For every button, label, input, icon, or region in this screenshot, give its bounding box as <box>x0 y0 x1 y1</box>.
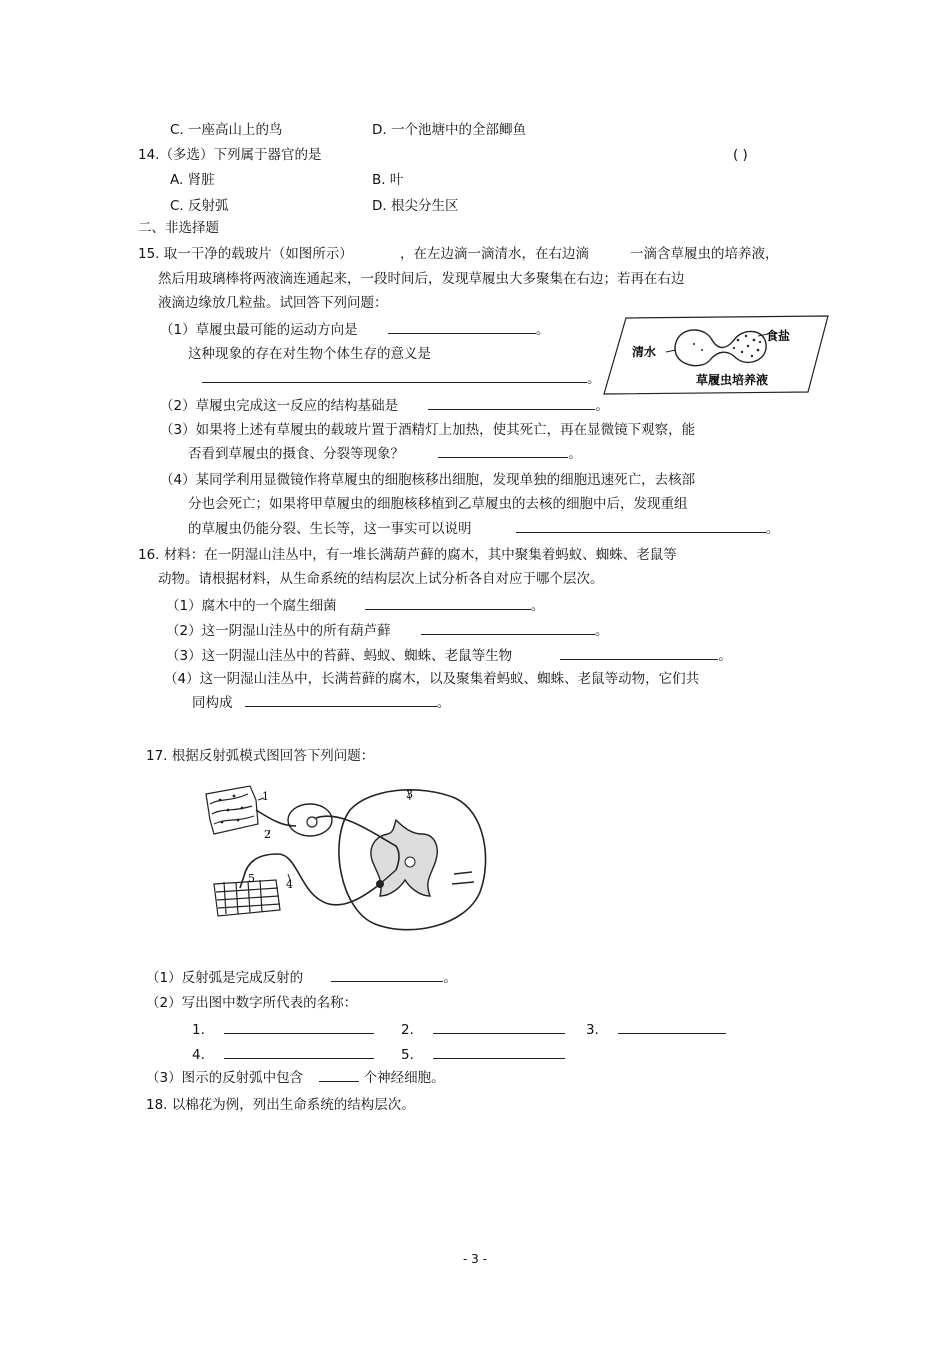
answer-blank[interactable] <box>224 1046 374 1059</box>
q18-stem: 18. 以棉花为例，列出生命系统的结构层次。 <box>146 1097 415 1113</box>
q15-part3b-text: 否看到草履虫的摄食、分裂等现象？ <box>188 446 404 462</box>
period: 。 <box>443 970 457 986</box>
q14-option-d: D. 根尖分生区 <box>372 198 459 214</box>
q15-part4c <box>188 520 779 538</box>
q17-part3-tail: 个神经细胞。 <box>363 1070 445 1086</box>
q16-part1 <box>166 597 544 615</box>
q13-option-c: C. 一座高山上的鸟 <box>170 122 283 138</box>
page-number: - 3 - <box>463 1252 487 1266</box>
q17-name-1 <box>192 1021 374 1039</box>
period: 。 <box>587 371 601 387</box>
fig-label-2: 2 <box>264 828 271 841</box>
q14-stem: 14.（多选）下列属于器官的是 <box>138 147 322 163</box>
q14-option-c: C. 反射弧 <box>170 198 229 214</box>
number-label: 2． <box>401 1022 424 1038</box>
period: 。 <box>595 398 609 414</box>
q15-part2 <box>160 397 609 415</box>
fig-label-salt: 食盐 <box>766 329 791 343</box>
number-label: 4． <box>192 1047 215 1063</box>
q16-part1-text: （1）腐木中的一个腐生细菌 <box>166 598 337 614</box>
q16-part4a: （4）这一阴湿山洼丛中，长满苔藓的腐木，以及聚集着蚂蚁、蜘蛛、老鼠等动物，它们共 <box>164 671 700 687</box>
fig-label-4: 4 <box>286 878 293 891</box>
q15-line1a: 15. 取一干净的载玻片（如图所示） <box>138 246 353 262</box>
q15-part4b: 分也会死亡；如果将甲草履虫的细胞核移植到乙草履虫的去核的细胞中后，发现重组 <box>188 496 688 512</box>
q17-name-5 <box>401 1046 565 1064</box>
q15-line1c: 一滴含草履虫的培养液， <box>630 246 779 262</box>
fig-label-1: 1 <box>262 790 269 803</box>
q17-part1-text: （1）反射弧是完成反射的 <box>146 970 304 986</box>
q17-part2: （2）写出图中数字所代表的名称： <box>146 995 358 1011</box>
q16-part4b <box>192 694 450 712</box>
period: 。 <box>568 446 582 462</box>
q15-part3a: （3）如果将上述有草履虫的载玻片置于酒精灯上加热，使其死亡，再在显微镜下观察，能 <box>160 422 696 438</box>
q15-part2-text: （2）草履虫完成这一反应的结构基础是 <box>160 398 399 414</box>
fig-label-water: 清水 <box>632 345 657 359</box>
answer-blank[interactable] <box>560 647 718 660</box>
paramecium-slide-figure <box>598 310 838 396</box>
q17-name-2 <box>401 1021 565 1039</box>
q17-part1 <box>146 969 457 987</box>
q17-name-4 <box>192 1046 374 1064</box>
q15-line1b: ，在左边滴一滴清水，在右边滴 <box>400 246 589 262</box>
answer-blank[interactable] <box>428 397 595 410</box>
answer-blank[interactable] <box>331 969 443 982</box>
q16-part2 <box>166 622 608 640</box>
answer-blank[interactable] <box>202 370 587 383</box>
q14-option-b: B. 叶 <box>372 172 404 188</box>
q15-part3b <box>188 445 582 463</box>
answer-blank[interactable] <box>618 1021 726 1034</box>
q14-answer-paren: ( ) <box>733 147 748 163</box>
q13-option-d: D. 一个池塘中的全部鲫鱼 <box>372 122 526 138</box>
period: 。 <box>765 521 780 537</box>
q16-part3-text: （3）这一阴湿山洼丛中的苔藓、蚂蚁、蜘蛛、老鼠等生物 <box>166 648 513 664</box>
number-label: 5． <box>401 1047 424 1063</box>
answer-blank[interactable] <box>433 1046 565 1059</box>
answer-blank[interactable] <box>433 1021 565 1034</box>
q17-part3 <box>146 1069 445 1087</box>
fig-label-5: 5 <box>248 872 255 885</box>
answer-blank[interactable] <box>319 1069 359 1082</box>
fig-label-culture: 草履虫培养液 <box>696 373 769 387</box>
number-label: 1． <box>192 1022 215 1038</box>
fig-label-3: 3 <box>406 788 413 801</box>
section-heading: 二、非选择题 <box>138 220 219 236</box>
answer-blank[interactable] <box>438 445 568 458</box>
answer-blank[interactable] <box>224 1021 374 1034</box>
q17-part3-text: （3）图示的反射弧中包含 <box>146 1070 304 1086</box>
q16-part4b-text: 同构成 <box>192 695 233 711</box>
number-label: 3． <box>586 1022 609 1038</box>
period: 。 <box>594 623 609 639</box>
q15-part1b-answer <box>202 370 601 388</box>
answer-blank[interactable] <box>245 694 437 707</box>
answer-blank[interactable] <box>388 321 536 334</box>
answer-blank[interactable] <box>365 597 531 610</box>
period: 。 <box>436 695 451 711</box>
q15-part4a: （4）某同学利用显微镜作将草履虫的细胞核移出细胞，发现单独的细胞迅速死亡，去核部 <box>160 472 696 488</box>
q15-part1b: 这种现象的存在对生物个体生存的意义是 <box>188 346 431 362</box>
q16-line1: 16. 材料：在一阴湿山洼丛中，有一堆长满葫芦藓的腐木，其中聚集着蚂蚁、蜘蛛、老鼠等 <box>138 547 677 563</box>
period: 。 <box>718 648 732 664</box>
period: 。 <box>535 322 550 338</box>
q15-part1 <box>160 321 549 339</box>
q15-line3: 液滴边缘放几粒盐。试回答下列问题： <box>158 295 388 311</box>
answer-blank[interactable] <box>516 520 766 533</box>
answer-blank[interactable] <box>421 622 595 635</box>
q16-part3 <box>166 647 732 665</box>
q15-part1-text: （1）草履虫最可能的运动方向是 <box>160 322 358 338</box>
q16-part2-text: （2）这一阴湿山洼丛中的所有葫芦藓 <box>166 623 391 639</box>
q14-option-a: A. 肾脏 <box>170 172 215 188</box>
q15-line2: 然后用玻璃棒将两液滴连通起来，一段时间后，发现草履虫大多聚集在右边；若再在右边 <box>158 271 685 287</box>
period: 。 <box>530 598 545 614</box>
q15-part4c-text: 的草履虫仍能分裂、生长等，这一事实可以说明 <box>188 521 472 537</box>
q16-line2: 动物。请根据材料，从生命系统的结构层次上试分析各自对应于哪个层次。 <box>158 571 604 587</box>
q17-name-3 <box>586 1021 726 1039</box>
q17-stem: 17. 根据反射弧模式图回答下列问题： <box>146 748 375 764</box>
reflex-arc-figure <box>200 780 495 938</box>
